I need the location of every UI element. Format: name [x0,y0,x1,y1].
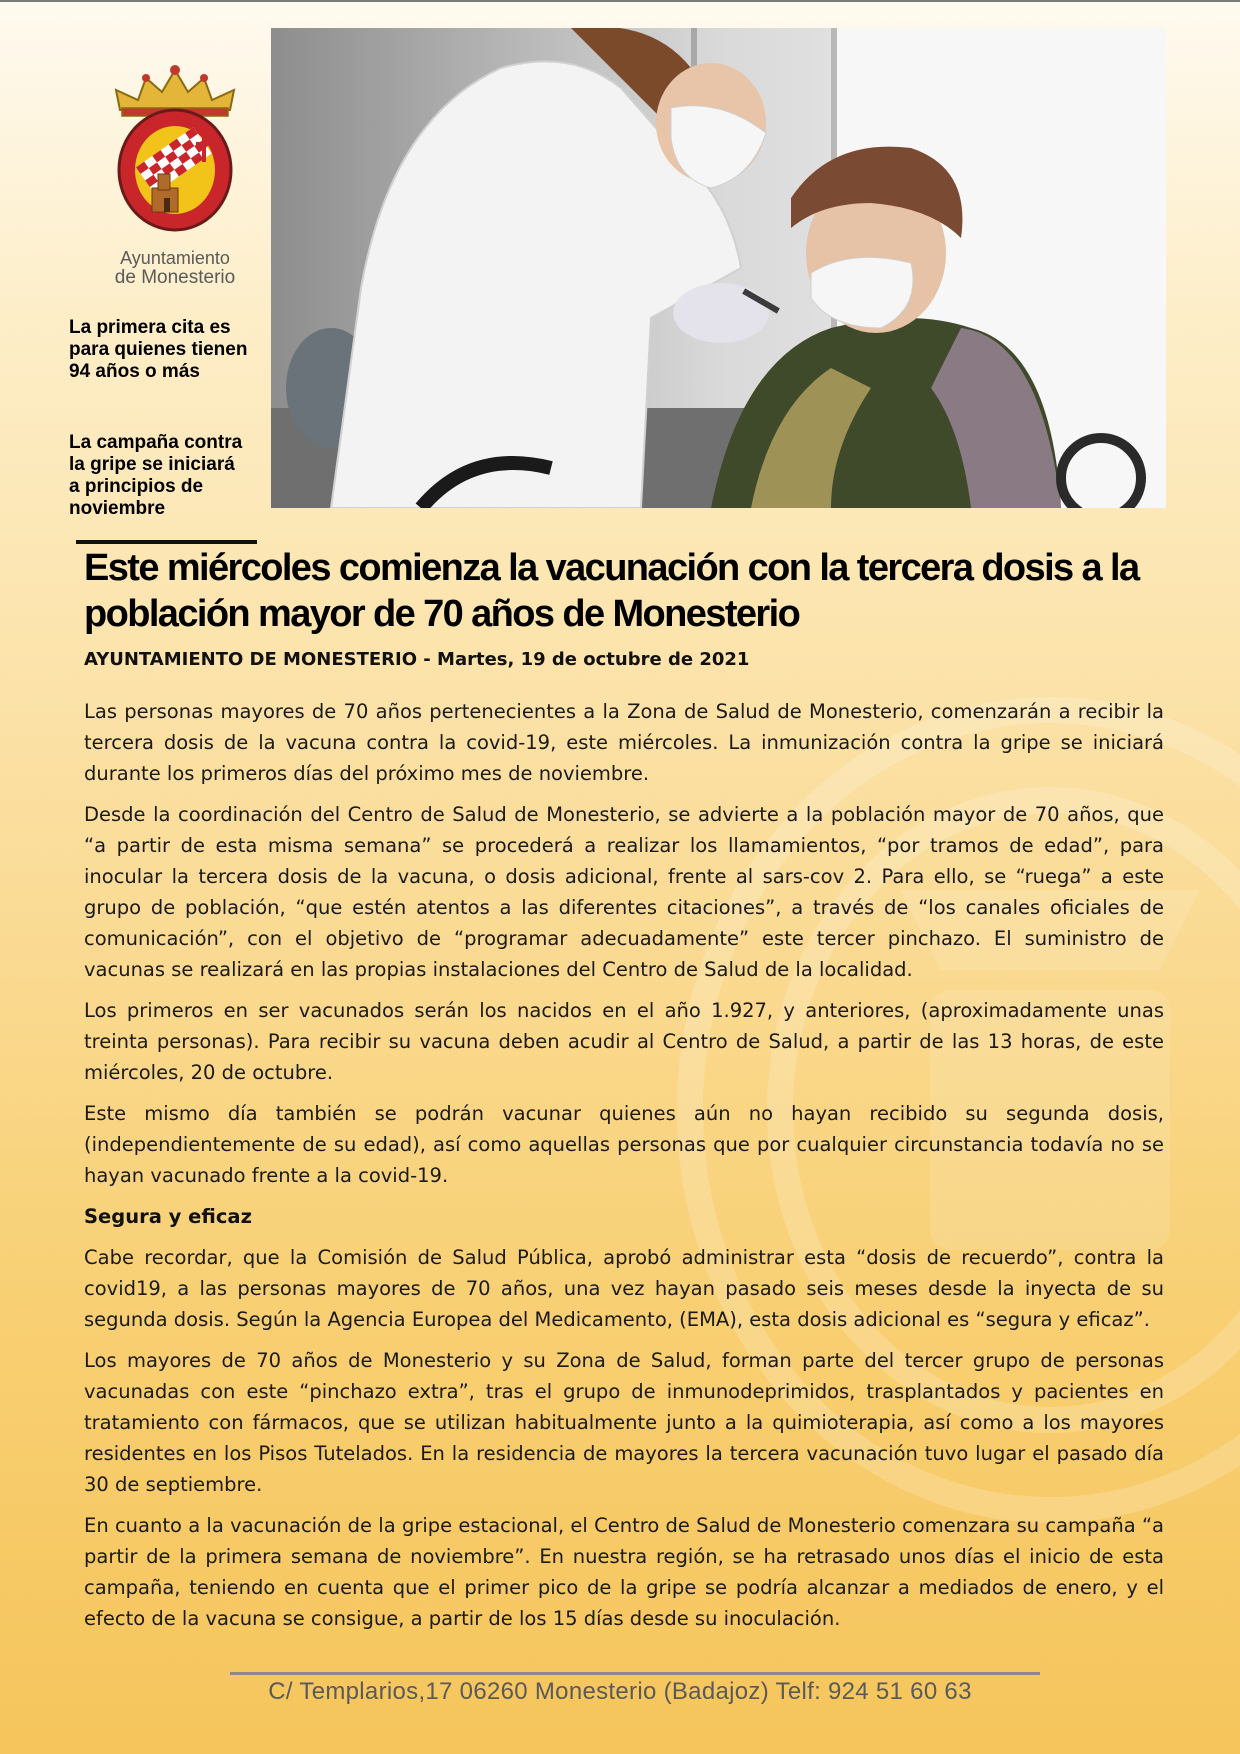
footer-rule [230,1672,1040,1675]
coat-of-arms-icon [100,62,250,242]
crest-name-line2: de Monesterio [114,267,236,288]
top-border [0,0,1240,2]
paragraph-5: Cabe recordar, que la Comisión de Salud Pública, aprobó administrar esta “dosis de recuerdo”, contra la covid19, a las personas mayores de 70 años, una vez hayan pasado seis meses desde la inyecta de su segunda dosis. Según la Agencia Europea del Medicamento, (EMA), esta dosis adicional es “segura y eficaz”. [84,1246,1164,1331]
paragraph-6: Los mayores de 70 años de Monesterio y su Zona de Salud, forman parte del tercer grupo de personas vacunadas con este “pinchazo extra”, tras el grupo de inmunodeprimidos, trasplantados y pacientes en tratamiento con fármacos, que se utilizan habitualmente junto a la quimioterapia, así como a los mayores residentes en los Pisos Tutelados. En la residencia de mayores la tercera vacunación tuvo lugar el pasado día 30 de septiembre. [84,1349,1164,1496]
article-body [84,696,1164,1644]
paragraph-1: Las personas mayores de 70 años pertenecientes a la Zona de Salud de Monesterio, comenzarán a recibir la tercera dosis de la vacuna contra la covid-19, este miércoles. La inmunización contra la gripe se iniciará durante los primeros días del próximo mes de noviembre. [84,700,1164,785]
paragraph-4: Este mismo día también se podrán vacunar quienes aún no hayan recibido su segunda dosis, (independientemente de su edad), así como aquellas personas que por cualquier circunstancia todavía no se hayan vacunado frente a la covid-19. [84,1102,1164,1187]
sidebar-note-first-appointment [69,317,269,383]
paragraph-2: Desde la coordinación del Centro de Salud de Monesterio, se advierte a la población mayor de 70 años, que “a partir de esta misma semana” se procederá a realizar los llamamientos, “por tramos de edad”, para inocular la tercera dosis de la vacuna, o dosis adicional, frente al sars-cov 2. Para ello, se “ruega” a este grupo de población, “que estén atentos a las diferentes citaciones”, a través de “los canales oficiales de comunicación”, con el objetivo de “programar adecuadamente” este tercer pinchazo. El suministro de vacunas se realizará en las propias instalaciones del Centro de Salud de la localidad. [84,803,1164,981]
paragraph-7: En cuanto a la vacunación de la gripe estacional, el Centro de Salud de Monesterio comenzara su campaña “a partir de la primera semana de noviembre”. En nuestra región, se ha retrasado unos días el inicio de esta campaña, teniendo en cuenta que el primer pico de la gripe se podría alcanzar a mediados de enero, y el efecto de la vacuna se consigue, a partir de los 15 días desde su inoculación. [84,1514,1164,1630]
title-rule [76,540,257,544]
sidebar-note-text: La primera cita es para quienes tienen 94 años o más [69,317,248,382]
sidebar-note-flu-campaign [69,432,249,520]
vaccination-photo [271,28,1166,508]
article-title: Este miércoles comienza la vacunación con la tercera dosis a la población mayor de 70 años de Monesterio [84,547,1139,635]
article-byline: AYUNTAMIENTO DE MONESTERIO - Martes, 19 de octubre de 2021 [84,649,750,670]
footer-address: C/ Templarios,17 06260 Monesterio (Badajoz) Telf: 924 51 60 63 [268,1678,972,1705]
sidebar-note-text: La campaña contra la gripe se iniciará a principios de noviembre [69,432,243,519]
paragraph-3: Los primeros en ser vacunados serán los nacidos en el año 1.927, y anteriores, (aproximadamente unas treinta personas). Para recibir su vacuna deben acudir al Centro de Salud, a partir de las 13 horas, de este miércoles, 20 de octubre. [84,999,1164,1084]
municipal-crest [100,62,250,300]
crest-caption [100,248,250,288]
section-subheading: Segura y eficaz [84,1205,252,1228]
crest-name-line1: Ayuntamiento [120,248,230,268]
